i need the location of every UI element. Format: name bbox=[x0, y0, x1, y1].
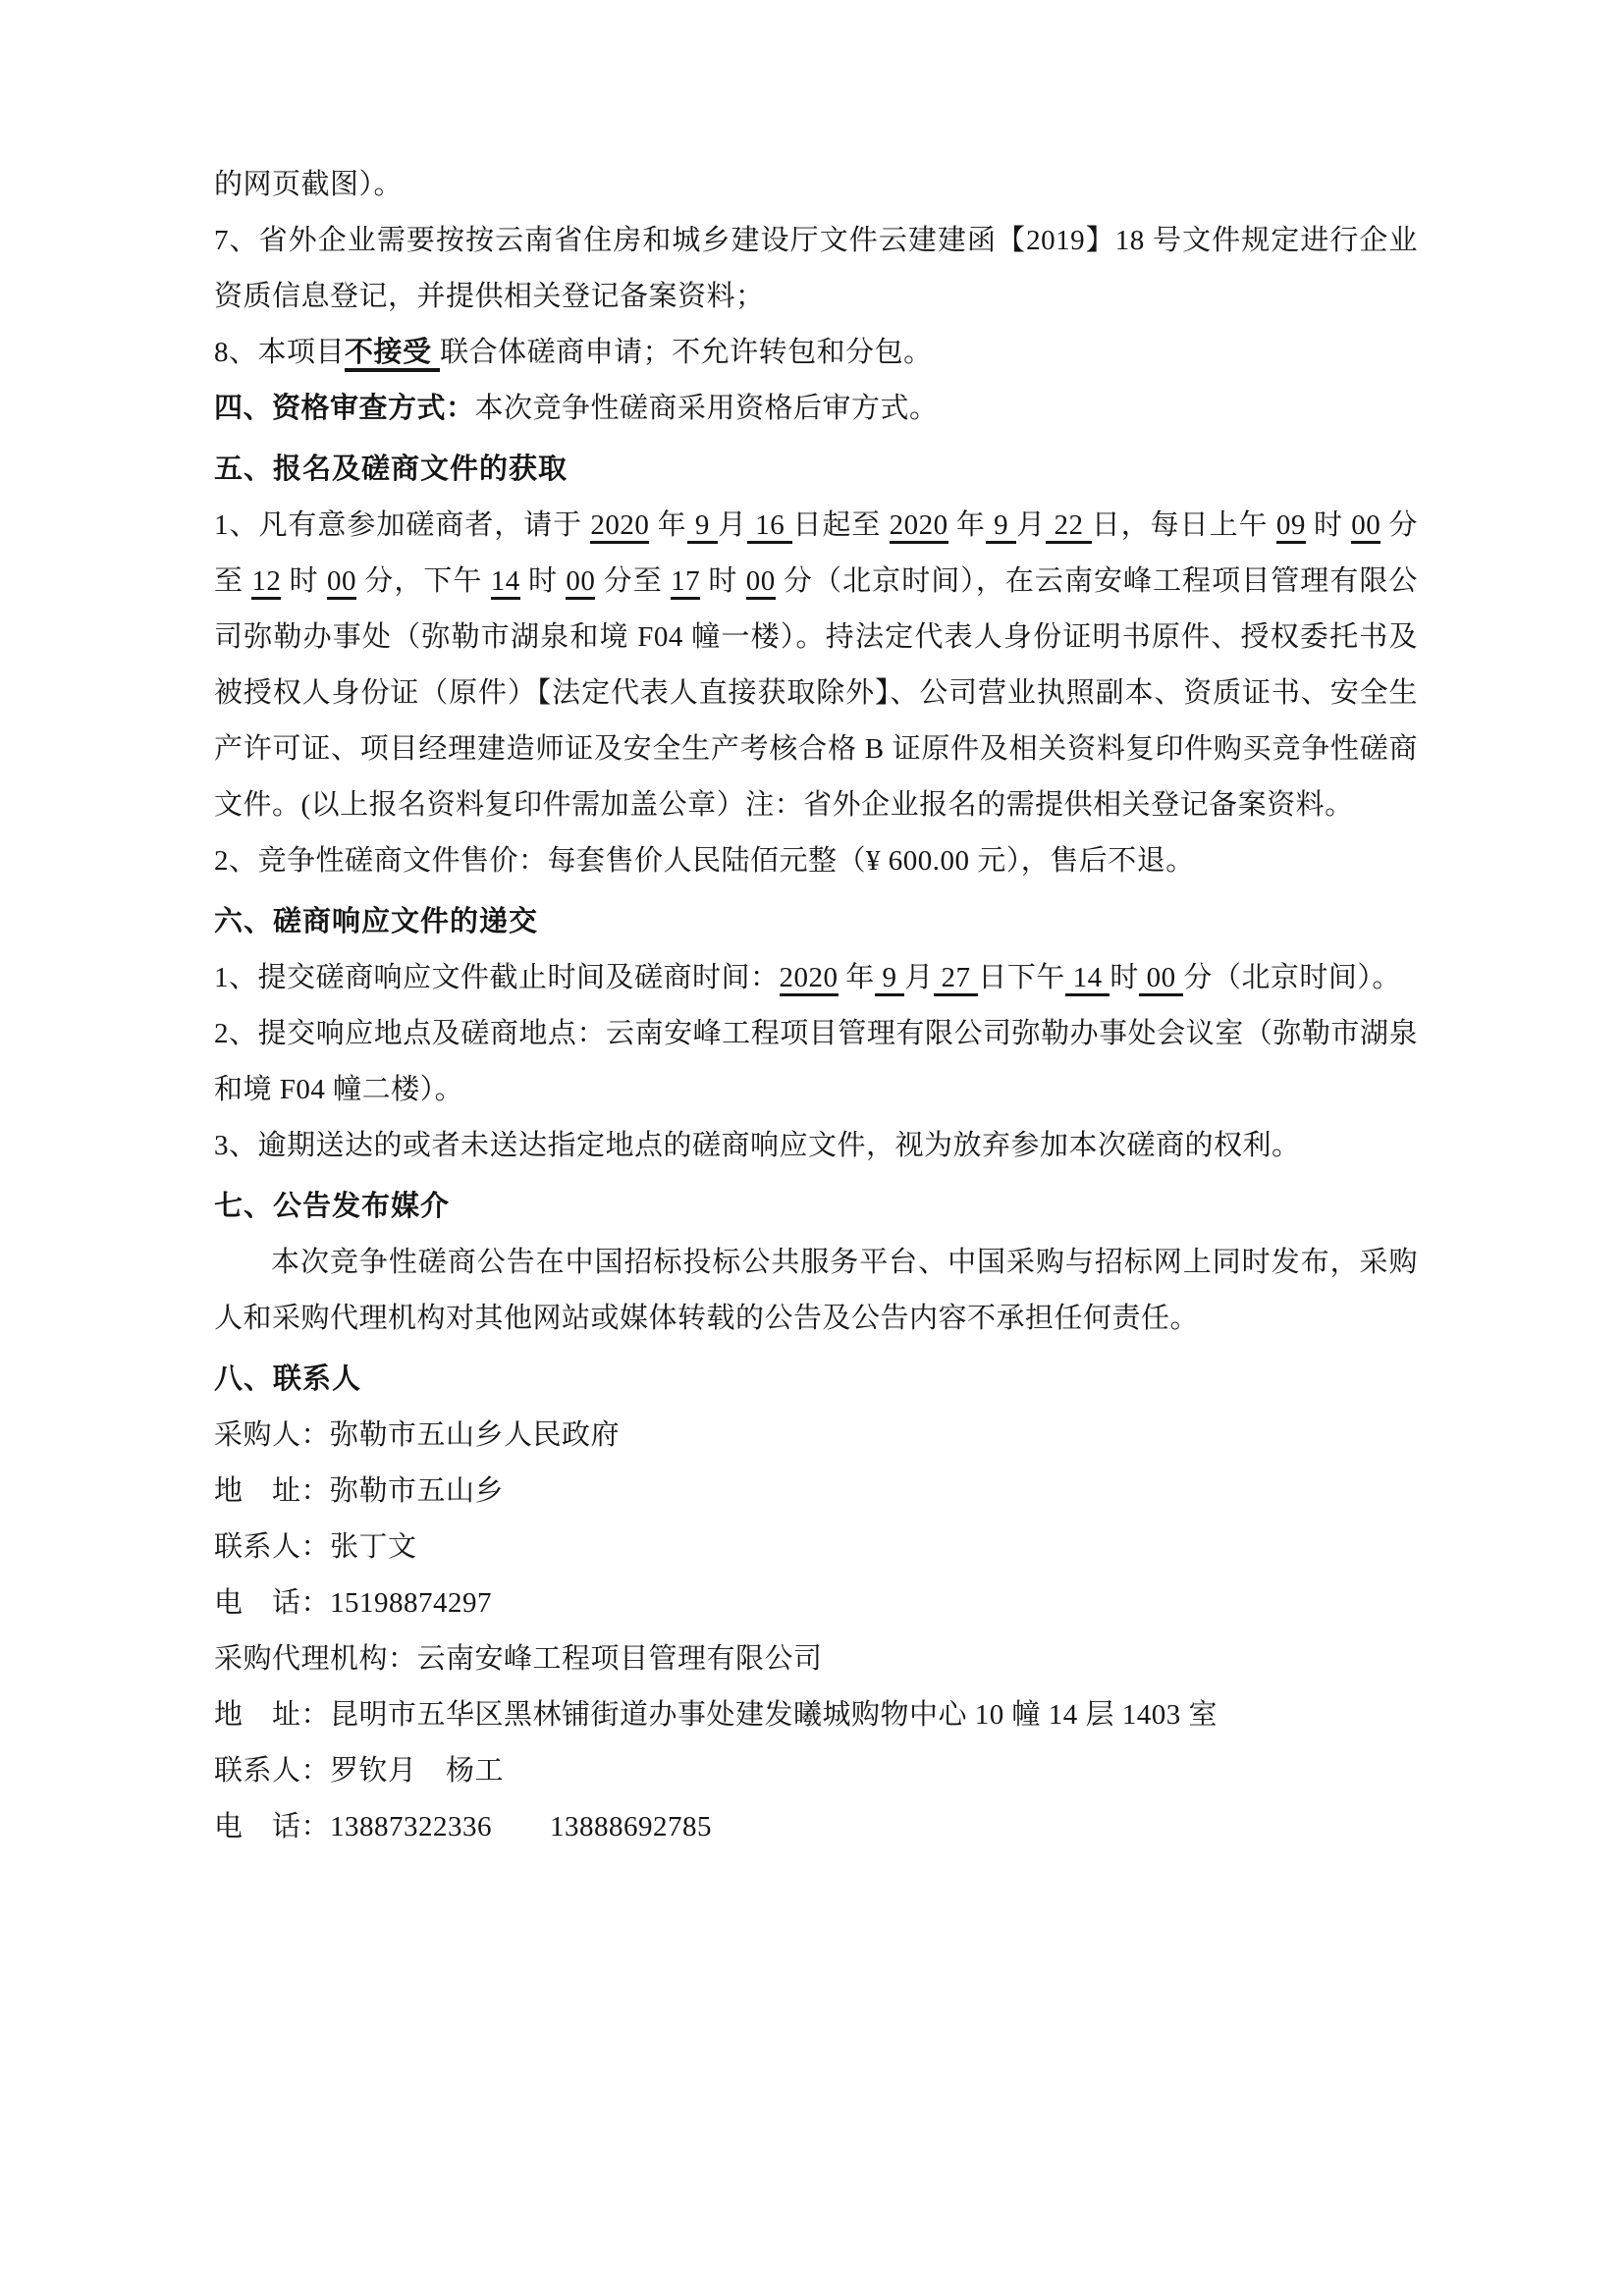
para-item-8-no-consortium bbox=[214, 325, 1418, 381]
text-run: 联系人：张丁文 bbox=[214, 1531, 417, 1563]
emphasized-text: 17 bbox=[671, 565, 700, 600]
para-6-2-submission-place bbox=[214, 1006, 1418, 1118]
emphasized-text: 12 bbox=[251, 565, 281, 600]
text-run: 1、凡有意参加磋商者，请于 bbox=[214, 509, 591, 541]
emphasized-text: 22 bbox=[1046, 509, 1091, 544]
text-run: 时 bbox=[519, 565, 567, 597]
text-run: 电 话：13887322336 13888692785 bbox=[214, 1811, 713, 1842]
emphasized-text: 2020 bbox=[780, 962, 839, 996]
text-run: 分，下午 bbox=[355, 565, 491, 597]
emphasized-text: 四、资格审查方式： bbox=[214, 393, 475, 424]
text-run: 1、提交磋商响应文件截止时间及磋商时间： bbox=[214, 962, 780, 993]
text-run: 本次竞争性磋商采用资格后审方式。 bbox=[474, 393, 939, 424]
text-run: 的网页截图）。 bbox=[214, 169, 404, 200]
emphasized-text: 9 bbox=[875, 962, 905, 996]
text-run: 联系人：罗钦月 杨工 bbox=[214, 1755, 505, 1787]
para-agency-contact bbox=[214, 1743, 1418, 1799]
text-run: 地 址：昆明市五华区黑林铺街道办事处建发曦城购物中心 10 幢 14 层 1403 室 bbox=[214, 1699, 1218, 1731]
emphasized-text: 00 bbox=[746, 565, 776, 600]
para-5-1-registration-time-place bbox=[214, 498, 1418, 833]
para-item-7-enterprise-registration bbox=[214, 213, 1418, 325]
emphasized-text: 2020 bbox=[890, 509, 948, 544]
para-6-1-deadline bbox=[214, 950, 1418, 1006]
text-run: 2、提交响应地点及磋商地点：云南安峰工程项目管理有限公司弥勒办事处会议室（弥勒市湖泉和境 F04 幢二楼）。 bbox=[214, 1018, 1418, 1105]
emphasized-text: 不接受 bbox=[345, 337, 440, 372]
emphasized-text: 9 bbox=[687, 509, 718, 544]
text-run: 3、逾期送达的或者未送达指定地点的磋商响应文件，视为放弃参加本次磋商的权利。 bbox=[214, 1130, 1301, 1161]
text-run: 分至 bbox=[214, 509, 1418, 597]
text-run: 五、报名及磋商文件的获取 bbox=[214, 454, 568, 485]
para-agency-name bbox=[214, 1631, 1418, 1687]
text-run: 时 bbox=[281, 565, 327, 597]
para-buyer-address bbox=[214, 1464, 1418, 1520]
text-run: 六、磋商响应文件的递交 bbox=[214, 906, 539, 937]
heading-section-7-announcement-media bbox=[214, 1179, 1418, 1235]
text-run: 采购人：弥勒市五山乡人民政府 bbox=[214, 1419, 621, 1451]
emphasized-text: 16 bbox=[747, 509, 792, 544]
text-run: 日起至 bbox=[792, 509, 890, 541]
text-run: 分（北京时间）。 bbox=[1183, 962, 1401, 993]
emphasized-text: 00 bbox=[1139, 962, 1184, 996]
document-content bbox=[214, 157, 1418, 1855]
para-buyer-contact bbox=[214, 1520, 1418, 1575]
text-run: 本次竞争性磋商公告在中国招标投标公共服务平台、中国采购与招标网上同时发布，采购人和采购代理机构对其他网站或媒体转载的公告及公告内容不承担任何责任。 bbox=[214, 1247, 1418, 1334]
heading-section-8-contacts bbox=[214, 1352, 1418, 1408]
emphasized-text: 00 bbox=[327, 565, 356, 600]
emphasized-text: 27 bbox=[934, 962, 979, 996]
para-5-2-document-price bbox=[214, 833, 1418, 889]
emphasized-text: 9 bbox=[986, 509, 1016, 544]
heading-section-5-document-acquisition bbox=[214, 442, 1418, 498]
text-run: 八、联系人 bbox=[214, 1363, 362, 1395]
para-7-1-media-statement bbox=[214, 1235, 1418, 1347]
text-run: 年 bbox=[947, 509, 986, 541]
text-run: 8、本项目 bbox=[214, 337, 346, 368]
text-run: 日下午 bbox=[978, 962, 1065, 993]
emphasized-text: 14 bbox=[1065, 962, 1110, 996]
emphasized-text: 00 bbox=[566, 565, 595, 600]
para-buyer-phone bbox=[214, 1575, 1418, 1631]
text-run: 月 bbox=[904, 962, 934, 993]
para-prev-page-continuation bbox=[214, 157, 1418, 213]
text-run: 时 bbox=[1305, 509, 1352, 541]
para-section-4-qualification-review bbox=[214, 381, 1418, 437]
text-run: 分至 bbox=[595, 565, 672, 597]
text-run: 年 bbox=[649, 509, 687, 541]
para-agency-address bbox=[214, 1687, 1418, 1743]
text-run: 日，每日上午 bbox=[1091, 509, 1276, 541]
text-run: 时 bbox=[700, 565, 746, 597]
text-run: 月 bbox=[1016, 509, 1047, 541]
text-run: 电 话：15198874297 bbox=[214, 1587, 493, 1619]
emphasized-text: 09 bbox=[1276, 509, 1306, 544]
emphasized-text: 2020 bbox=[590, 509, 649, 544]
text-run: 采购代理机构：云南安峰工程项目管理有限公司 bbox=[214, 1643, 823, 1675]
text-run: 地 址：弥勒市五山乡 bbox=[214, 1475, 505, 1507]
text-run: 月 bbox=[718, 509, 748, 541]
text-run: 7、省外企业需要按按云南省住房和城乡建设厅文件云建建函【2019】18 号文件规定进行企业资质信息登记，并提供相关登记备案资料； bbox=[214, 225, 1418, 312]
text-run: 年 bbox=[838, 962, 875, 993]
emphasized-text: 14 bbox=[491, 565, 520, 600]
text-run: 时 bbox=[1110, 962, 1139, 993]
para-agency-phone bbox=[214, 1799, 1418, 1855]
text-run: 七、公告发布媒介 bbox=[214, 1191, 451, 1222]
text-run: 2、竞争性磋商文件售价：每套售价人民陆佰元整（¥ 600.00 元），售后不退。 bbox=[214, 845, 1195, 877]
text-run: 分（北京时间），在云南安峰工程项目管理有限公司弥勒办事处（弥勒市湖泉和境 F04 幢一楼）。持法定代表人身份证明书原件、授权委托书及被授权人身份证（原件）【法定代表人直接获取除外】、公司营业执照副本、资质证书、安全生产许可证、项目经理建造师证及安全生产考核合格 B 证原件及相关资料复印件购买竞争性磋商文件。(以上报名资料复印件需加盖公章）注：省外企业报名的需提供相关登记备案资料。 bbox=[214, 565, 1418, 821]
heading-section-6-response-submission bbox=[214, 894, 1418, 950]
para-buyer-name bbox=[214, 1408, 1418, 1464]
emphasized-text: 00 bbox=[1351, 509, 1380, 544]
text-run: 联合体磋商申请；不允许转包和分包。 bbox=[440, 337, 933, 368]
para-6-3-late-delivery bbox=[214, 1118, 1418, 1174]
